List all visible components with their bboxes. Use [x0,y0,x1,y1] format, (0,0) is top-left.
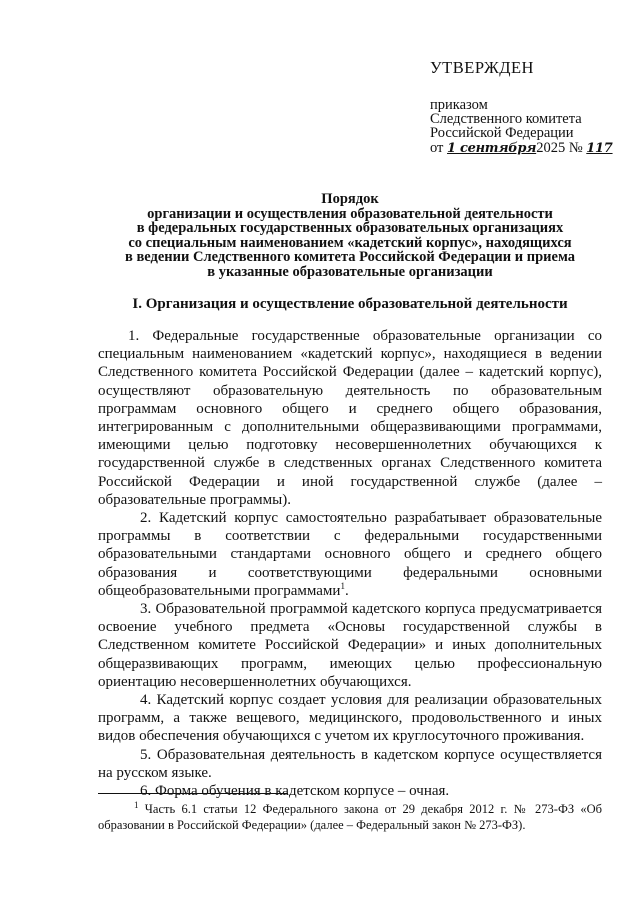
footnote-number: 1 [134,799,139,810]
heading-line: организации и осуществления образовательной деятельности [147,205,553,222]
paragraph-5: 5. Образовательная деятельность в кадетском корпусе осуществляется на русском языке. [98,746,602,781]
paragraph-1: 1. Федеральные государственные образовательные организации со специальным наименованием «кадетский корпус», находящиеся в ведении Следственного комитета Российской Федерации (далее – кадетский корпус), осуществляют образовательную деятельность по образовательным программам основного общего и среднего общего образования, интегрированным с дополнительными общеразвивающими программами, имеющими целью подготовку несовершеннолетних обучающихся к государственной службе в следственных органах Следственного комитета Российской Федерации и иной государственной службе (далее – образовательные программы). [98,328,602,508]
paragraph-2 [98,509,602,600]
approval-date-handwritten: 1 сентября [447,141,537,156]
document-body [98,327,602,800]
heading-line: в указанные образовательные организации [207,263,493,280]
paragraph-2-text: 2. Кадетский корпус самостоятельно разрабатывает образовательные программы в соответствии с федеральными государственными образовательными стандартами основного общего и среднего общего образования и соответствующими федеральными основными общеобразовательными программами [98,510,602,599]
approval-stamp [430,58,620,157]
heading-line: в ведении Следственного комитета Российской Федерации и приема [124,249,575,266]
footnote-text: Часть 6.1 статьи 12 Федерального закона от 29 декабря 2012 г. № 273-ФЗ «Об образовании в Российской Федерации» (далее – Федеральный закон № 273-ФЗ). [98,802,603,832]
paragraph-3: 3. Образовательной программой кадетского корпуса предусматривается освоение учебного предмета «Основы государственной службы в Следственном комитете Российской Федерации» и иных дополнительных общеразвивающих программ, имеющих целью профессиональную ориентацию несовершеннолетних обучающихся. [98,601,602,690]
approval-date-prefix: от [430,140,444,156]
document-heading [98,192,602,280]
approval-date-line [430,140,620,157]
paragraph-4: 4. Кадетский корпус создает условия для реализации образовательных программ, а также вещевого, медицинского, продовольственного и иных видов обеспечения обучающихся с учетом их круглосуточного проживания. [98,692,602,745]
approval-number-handwritten: 117 [586,141,613,156]
footnote [98,801,602,833]
approval-line-federation: Российской Федерации [430,125,574,141]
paragraph-6: 6. Форма обучения в кадетском корпусе – очная. [140,783,450,800]
heading-line: в федеральных государственных образовательных организациях [136,220,564,237]
heading-line: со специальным наименованием «кадетский корпус», находящихся [128,234,572,251]
approval-line-order: приказом [430,97,488,113]
section-title: I. Организация и осуществление образовательной деятельности [132,296,568,312]
approval-number-label: № [568,140,583,156]
footnote-reference: 1 [340,580,345,591]
approval-title: УТВЕРЖДЕН [430,58,534,77]
approval-line-committee: Следственного комитета [430,111,582,127]
footnote-separator [98,793,288,794]
paragraph-2-tail: . [344,582,349,599]
heading-title: Порядок [321,191,379,207]
approval-year: 2025 [536,140,566,156]
